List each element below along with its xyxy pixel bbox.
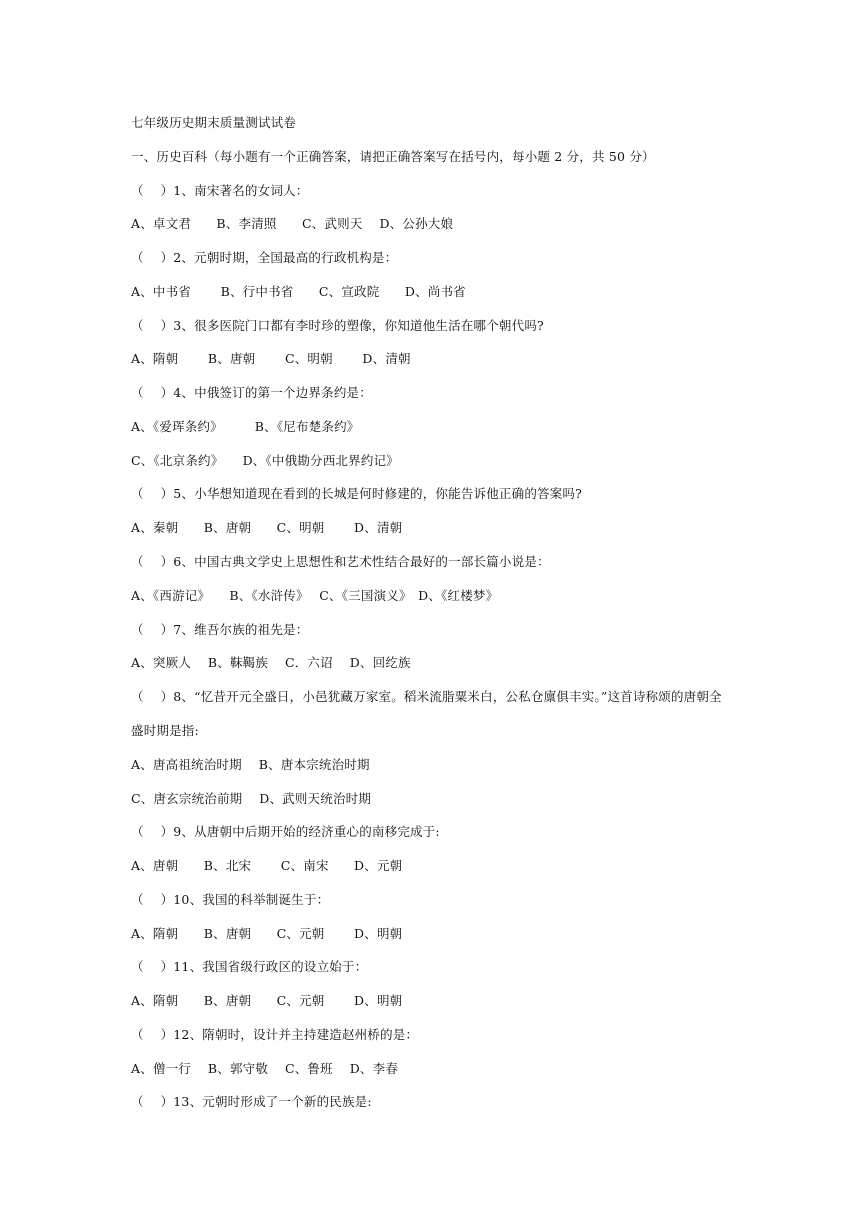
options-line: A、隋朝 B、唐朝 C、元朝 D、明朝 [131,993,403,1008]
options-line: A、僧一行 B、郭守敬 C、鲁班 D、李春 [131,1061,399,1076]
options-line: A、隋朝 B、唐朝 C、元朝 D、明朝 [131,926,403,941]
question-line: （ ）4、中俄签订的第一个边界条约是： [131,385,372,400]
question-line: （ ）1、南宋著名的女词人： [131,183,309,198]
options-line: A、唐高祖统治时期 B、唐本宗统治时期 [131,757,370,772]
options-line: C、《北京条约》 D、《中俄勘分西北界约记》 [131,453,399,468]
options-line: A、《爱珲条约》 B、《尼布楚条约》 [131,419,360,434]
question-line: （ ）8、“忆昔开元全盛日，小邑犹藏万家室。稻米流脂粟米白，公私仓廪俱丰实。”这首诗称颂的唐朝全 [131,689,722,704]
options-line: A、隋朝 B、唐朝 C、明朝 D、清朝 [131,351,411,366]
options-line: A、突厥人 B、靺鞨族 C．六诏 D、回纥族 [131,655,411,670]
question-line: （ ）5、小华想知道现在看到的长城是何时修建的，你能告诉他正确的答案吗? [131,486,583,501]
question-line: （ ）11、我国省级行政区的设立始于： [131,959,368,974]
question-line: （ ）13、元朝时形成了一个新的民族是: [131,1094,372,1109]
question-line: （ ）7、维吾尔族的祖先是： [131,622,309,637]
exam-title: 七年级历史期末质量测试试卷 [131,115,297,130]
question-line: （ ）2、元朝时期，全国最高的行政机构是： [131,250,398,265]
options-line: A、秦朝 B、唐朝 C、明朝 D、清朝 [131,520,403,535]
section-heading: 一、历史百科（每小题有一个正确答案，请把正确答案写在括号内，每小题 2 分，共 50 分） [131,149,655,164]
question-line: （ ）9、从唐朝中后期开始的经济重心的南移完成于: [131,824,440,839]
question-line: （ ）10、我国的科举制诞生于： [131,892,330,907]
options-line: A、中书省 B、行中书省 C、宣政院 D、尚书省 [131,284,466,299]
options-line: C、唐玄宗统治前期 D、武则天统治时期 [131,791,372,806]
question-line: （ ）6、中国古典文学史上思想性和艺术性结合最好的一部长篇小说是： [131,554,550,569]
options-line: A、唐朝 B、北宋 C、南宋 D、元朝 [131,858,403,873]
question-line-continued: 盛时期是指: [131,723,199,738]
question-line: （ ）3、很多医院门口都有李时珍的塑像，你知道他生活在哪个朝代吗? [131,318,544,333]
options-line: A、卓文君 B、李清照 C、武则天 D、公孙大娘 [131,216,454,231]
options-line: A、《西游记》 B、《水浒传》 C、《三国演义》 D、《红楼梦》 [131,588,499,603]
question-line: （ ）12、隋朝时，设计并主持建造赵州桥的是： [131,1027,419,1042]
